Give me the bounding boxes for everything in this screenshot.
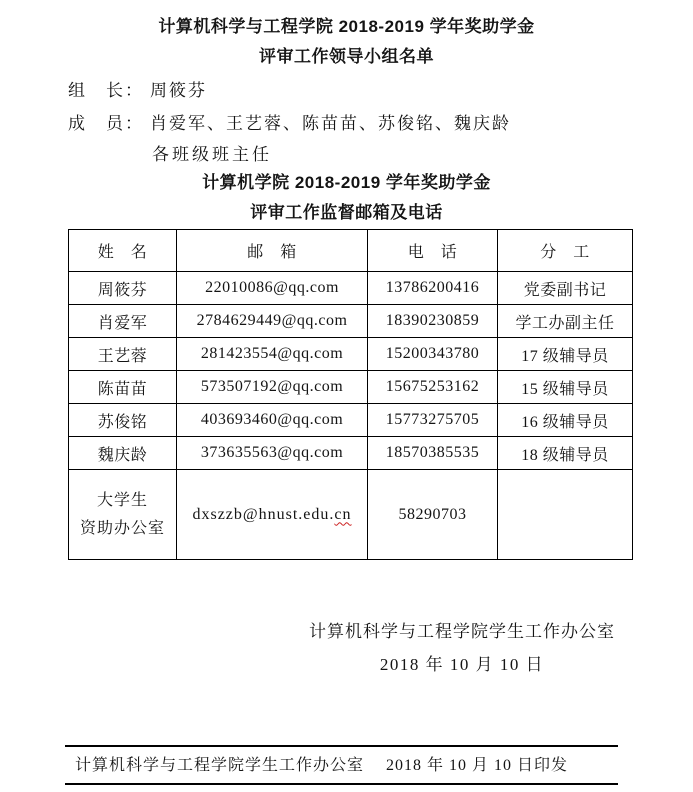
- cell-duty: 17 级辅导员: [498, 338, 633, 371]
- group-leader-line: [68, 81, 207, 101]
- cell-name: 王艺蓉: [69, 338, 177, 371]
- header-name: 姓 名: [69, 230, 177, 272]
- office-email-flagged-suffix: cn: [334, 505, 352, 523]
- document-title-line2: 评审工作领导小组名单: [259, 47, 434, 66]
- imprint-rule-top: [65, 745, 618, 747]
- cell-name: 陈苗苗: [69, 371, 177, 404]
- cell-duty: 党委副书记: [498, 272, 633, 305]
- cell-office-email: [177, 470, 368, 560]
- cell-office-name: [69, 470, 177, 560]
- cell-name: 周筱芬: [69, 272, 177, 305]
- cell-office-duty: [498, 470, 633, 560]
- cell-name: 魏庆龄: [69, 437, 177, 470]
- cell-office-phone: 58290703: [368, 470, 498, 560]
- office-email-prefix: dxszzb@hnust.edu.: [192, 505, 335, 523]
- cell-phone: 15200343780: [368, 338, 498, 371]
- cell-name: 苏俊铭: [69, 404, 177, 437]
- office-name-line2: 资助办公室: [79, 519, 165, 537]
- office-name-line1: 大学生: [96, 491, 148, 509]
- cell-email: 281423554@qq.com: [177, 338, 368, 371]
- imprint-rule-bottom: [65, 783, 618, 785]
- cell-email: 373635563@qq.com: [177, 437, 368, 470]
- signoff-date: 2018 年 10 月 10 日: [379, 655, 545, 674]
- header-email: 邮 箱: [177, 230, 368, 272]
- cell-email: 403693460@qq.com: [177, 404, 368, 437]
- group-members-names: 肖爱军、王艺蓉、陈苗苗、苏俊铭、魏庆龄: [150, 114, 511, 133]
- document-subtitle-line1: 计算机学院 2018-2019 学年奖助学金: [202, 173, 491, 192]
- cell-phone: 18390230859: [368, 305, 498, 338]
- cell-email: 573507192@qq.com: [177, 371, 368, 404]
- cell-phone: 13786200416: [368, 272, 498, 305]
- table-row: [69, 371, 633, 404]
- cell-duty: 18 级辅导员: [498, 437, 633, 470]
- cell-email: 22010086@qq.com: [177, 272, 368, 305]
- cell-phone: 15773275705: [368, 404, 498, 437]
- table-row: [69, 338, 633, 371]
- cell-phone: 18570385535: [368, 437, 498, 470]
- cell-phone: 15675253162: [368, 371, 498, 404]
- cell-email: 2784629449@qq.com: [177, 305, 368, 338]
- group-members-extra: 各班级班主任: [152, 145, 272, 164]
- table-row: [69, 437, 633, 470]
- document-subtitle-line2: 评审工作监督邮箱及电话: [250, 203, 443, 222]
- cell-duty: 学工办副主任: [498, 305, 633, 338]
- signoff-office: 计算机科学与工程学院学生工作办公室: [309, 622, 615, 641]
- table-row: [69, 404, 633, 437]
- contact-table: [68, 229, 633, 560]
- table-row: [69, 305, 633, 338]
- table-row-office: [69, 470, 633, 560]
- header-duty: 分 工: [498, 230, 633, 272]
- table-header-row: [69, 230, 633, 272]
- group-leader-name: 周筱芬: [150, 81, 207, 100]
- cell-name: 肖爱军: [69, 305, 177, 338]
- signoff-block: [262, 622, 662, 675]
- group-leader-label: 组 长：: [68, 81, 144, 100]
- header-phone: 电 话: [368, 230, 498, 272]
- document-title-line1: 计算机科学与工程学院 2018-2019 学年奖助学金: [158, 17, 535, 36]
- cell-duty: 15 级辅导员: [498, 371, 633, 404]
- group-members-label: 成 员：: [68, 114, 144, 133]
- imprint-line: 计算机科学与工程学院学生工作办公室 2018 年 10 月 10 日印发: [75, 757, 569, 774]
- group-members-line: [68, 114, 511, 134]
- cell-duty: 16 级辅导员: [498, 404, 633, 437]
- table-row: [69, 272, 633, 305]
